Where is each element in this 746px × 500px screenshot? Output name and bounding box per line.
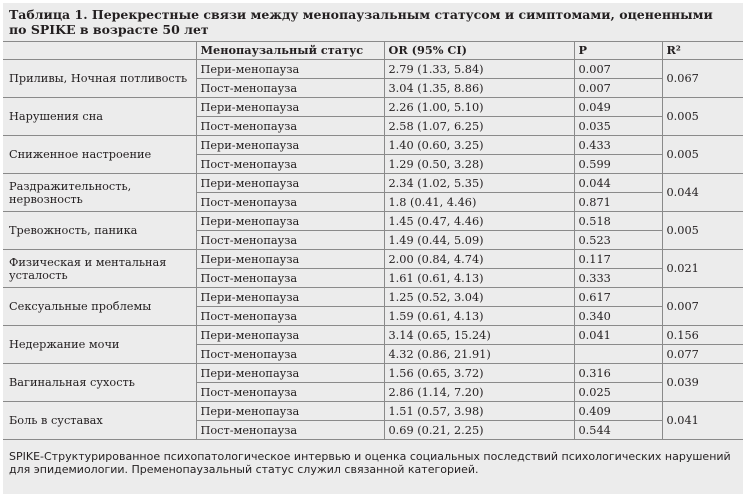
or-cell: 1.29 (0.50, 3.28): [384, 155, 574, 174]
header-or: OR (95% CI): [384, 42, 574, 60]
header-r2: R²: [662, 42, 743, 60]
or-cell: 1.45 (0.47, 4.46): [384, 212, 574, 231]
p-cell: 0.007: [574, 79, 662, 98]
table-header-row: [3, 42, 743, 60]
status-cell: Пери-менопауза: [196, 402, 384, 421]
p-cell: 0.316: [574, 364, 662, 383]
table-row: [3, 402, 743, 421]
symptom-cell: Сексуальные проблемы: [3, 288, 196, 326]
or-cell: 1.49 (0.44, 5.09): [384, 231, 574, 250]
p-cell: 0.599: [574, 155, 662, 174]
r2-cell: 0.005: [662, 98, 743, 136]
status-cell: Пери-менопауза: [196, 212, 384, 231]
p-cell: 0.409: [574, 402, 662, 421]
r2-cell: 0.077: [662, 345, 743, 364]
or-cell: 1.59 (0.61, 4.13): [384, 307, 574, 326]
r2-cell: 0.021: [662, 250, 743, 288]
status-cell: Пост-менопауза: [196, 231, 384, 250]
status-cell: Пери-менопауза: [196, 250, 384, 269]
or-cell: 1.61 (0.61, 4.13): [384, 269, 574, 288]
or-cell: 2.86 (1.14, 7.20): [384, 383, 574, 402]
table-caption: Таблица 1. Перекрестные связи между менопаузальным статусом и симптомами, оцененными по SPIKE в возрасте 50 лет: [9, 7, 713, 37]
status-cell: Пери-менопауза: [196, 326, 384, 345]
symptom-cell: Физическая и ментальная усталость: [3, 250, 196, 288]
or-cell: 2.58 (1.07, 6.25): [384, 117, 574, 136]
r2-cell: 0.156: [662, 326, 743, 345]
or-cell: 3.14 (0.65, 15.24): [384, 326, 574, 345]
or-cell: 1.51 (0.57, 3.98): [384, 402, 574, 421]
status-cell: Пери-менопауза: [196, 98, 384, 117]
or-cell: 1.40 (0.60, 3.25): [384, 136, 574, 155]
table-row: [3, 250, 743, 269]
status-cell: Пост-менопауза: [196, 117, 384, 136]
or-cell: 1.25 (0.52, 3.04): [384, 288, 574, 307]
data-table: [3, 41, 743, 440]
p-cell: 0.041: [574, 326, 662, 345]
p-cell: 0.871: [574, 193, 662, 212]
table-row: [3, 364, 743, 383]
p-cell: 0.117: [574, 250, 662, 269]
table-row: [3, 60, 743, 79]
table-row: [3, 174, 743, 193]
status-cell: Пост-менопауза: [196, 307, 384, 326]
table-footnote: SPIKE-Структурированное психопатологическое интервью и оценка социальных последствий психологических нарушений для эпидемиологии. Пременопаузальный статус служил связанной категорией.: [9, 450, 731, 476]
or-cell: 1.56 (0.65, 3.72): [384, 364, 574, 383]
or-cell: 2.79 (1.33, 5.84): [384, 60, 574, 79]
symptom-cell: Вагинальная сухость: [3, 364, 196, 402]
status-cell: Пери-менопауза: [196, 364, 384, 383]
or-cell: 2.26 (1.00, 5.10): [384, 98, 574, 117]
status-cell: Пост-менопауза: [196, 383, 384, 402]
symptom-cell: Раздражительность, нервозность: [3, 174, 196, 212]
p-cell: 0.433: [574, 136, 662, 155]
table-row: [3, 98, 743, 117]
symptom-cell: Недержание мочи: [3, 326, 196, 364]
p-cell: 0.035: [574, 117, 662, 136]
p-cell: 0.007: [574, 60, 662, 79]
status-cell: Пост-менопауза: [196, 155, 384, 174]
table-figure: [3, 3, 743, 494]
status-cell: Пост-менопауза: [196, 79, 384, 98]
status-cell: Пери-менопауза: [196, 136, 384, 155]
table-row: [3, 212, 743, 231]
r2-cell: 0.039: [662, 364, 743, 402]
header-status: Менопаузальный статус: [196, 42, 384, 60]
symptom-cell: Боль в суставах: [3, 402, 196, 440]
p-cell: 0.333: [574, 269, 662, 288]
table-row: [3, 326, 743, 345]
p-cell: 0.044: [574, 174, 662, 193]
table-row: [3, 136, 743, 155]
p-cell: 0.025: [574, 383, 662, 402]
symptom-cell: Нарушения сна: [3, 98, 196, 136]
p-cell: 0.049: [574, 98, 662, 117]
status-cell: Пост-менопауза: [196, 269, 384, 288]
p-cell: [574, 345, 662, 364]
or-cell: 2.34 (1.02, 5.35): [384, 174, 574, 193]
header-symptom: [3, 42, 196, 60]
or-cell: 1.8 (0.41, 4.46): [384, 193, 574, 212]
or-cell: 2.00 (0.84, 4.74): [384, 250, 574, 269]
status-cell: Пери-менопауза: [196, 60, 384, 79]
table-row: [3, 288, 743, 307]
p-cell: 0.523: [574, 231, 662, 250]
p-cell: 0.617: [574, 288, 662, 307]
r2-cell: 0.067: [662, 60, 743, 98]
or-cell: 0.69 (0.21, 2.25): [384, 421, 574, 440]
r2-cell: 0.005: [662, 212, 743, 250]
symptom-cell: Тревожность, паника: [3, 212, 196, 250]
r2-cell: 0.007: [662, 288, 743, 326]
symptom-cell: Сниженное настроение: [3, 136, 196, 174]
r2-cell: 0.044: [662, 174, 743, 212]
status-cell: Пери-менопауза: [196, 288, 384, 307]
p-cell: 0.340: [574, 307, 662, 326]
status-cell: Пост-менопауза: [196, 193, 384, 212]
p-cell: 0.518: [574, 212, 662, 231]
status-cell: Пери-менопауза: [196, 174, 384, 193]
p-cell: 0.544: [574, 421, 662, 440]
status-cell: Пост-менопауза: [196, 421, 384, 440]
or-cell: 4.32 (0.86, 21.91): [384, 345, 574, 364]
header-p: P: [574, 42, 662, 60]
or-cell: 3.04 (1.35, 8.86): [384, 79, 574, 98]
r2-cell: 0.041: [662, 402, 743, 440]
status-cell: Пост-менопауза: [196, 345, 384, 364]
r2-cell: 0.005: [662, 136, 743, 174]
symptom-cell: Приливы, Ночная потливость: [3, 60, 196, 98]
